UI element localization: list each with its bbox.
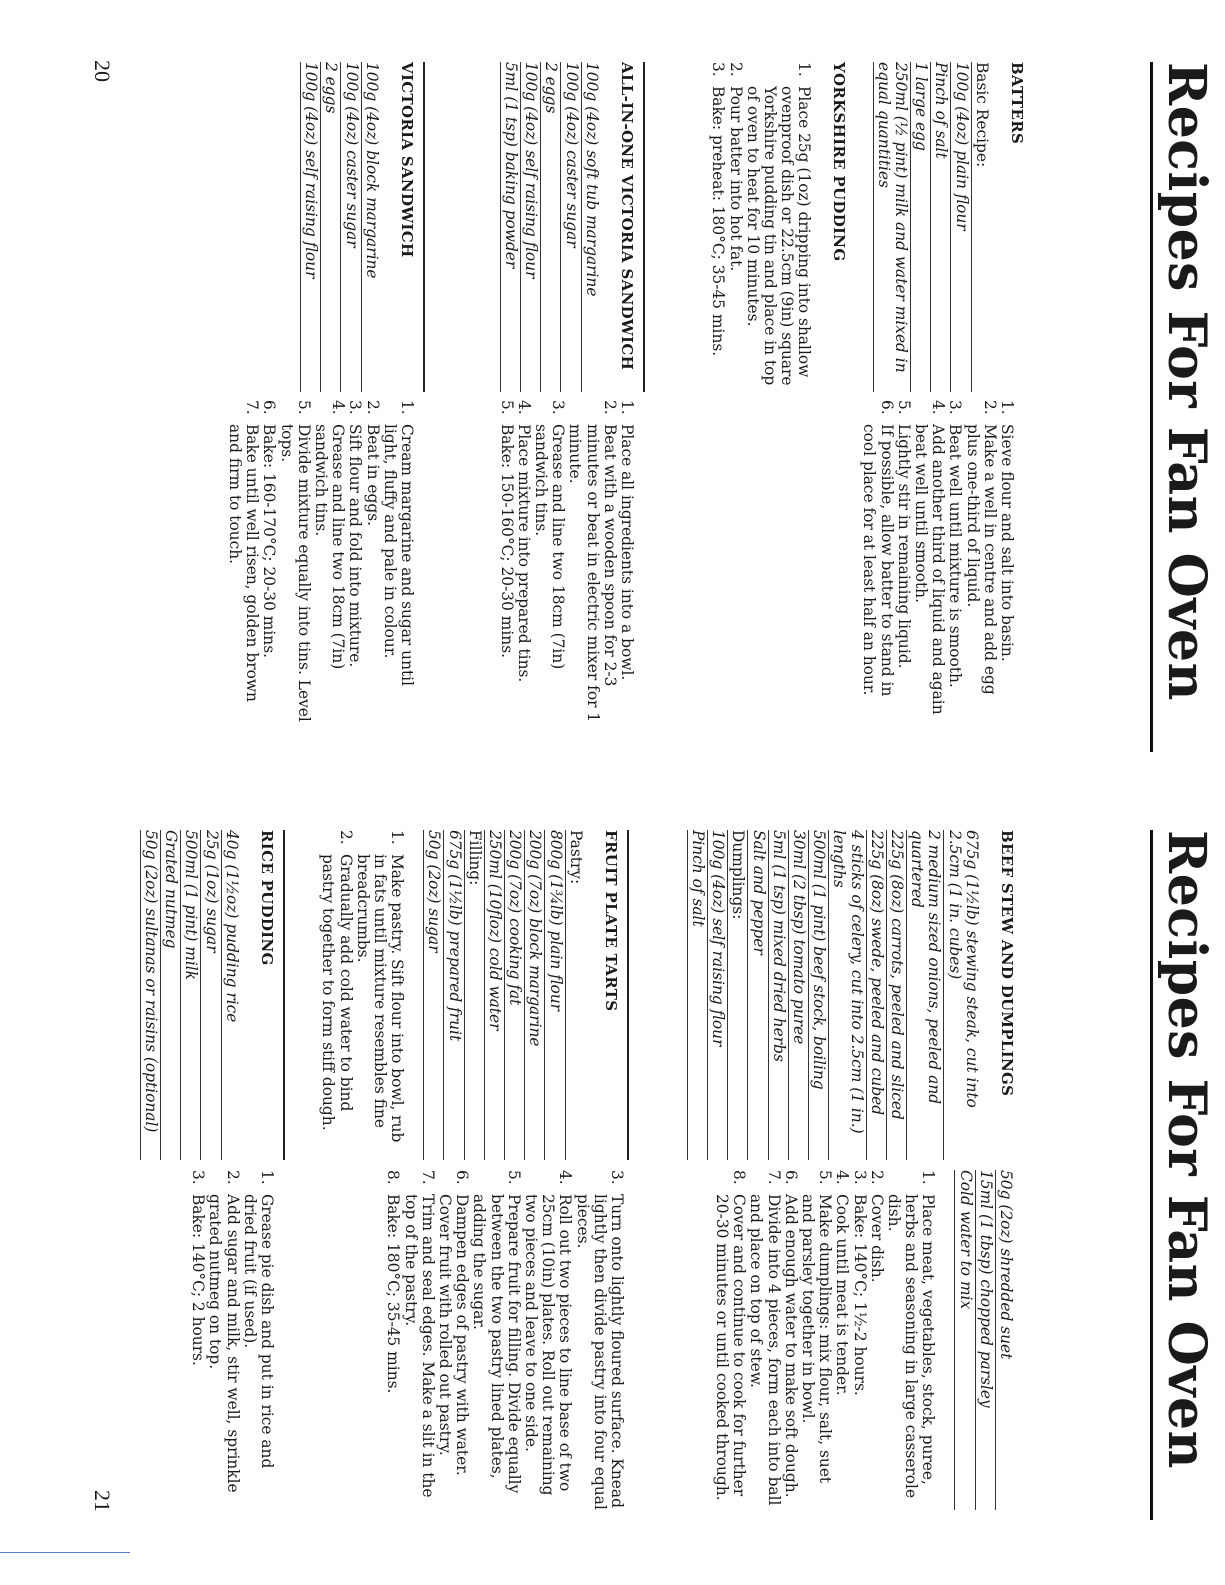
step: 3. Beat well until mixture is smooth. xyxy=(946,400,965,688)
step: 5. Divide mixture equally into tins. Level tops. xyxy=(277,400,313,722)
batters-steps xyxy=(860,400,1015,730)
step: 3. Sift flour and fold into mixture. xyxy=(346,400,365,668)
step: 4. Place mixture into prepared tins. xyxy=(514,400,533,683)
step: 2. Gradually add cold water to bind pastry together to form stiff dough. xyxy=(319,830,355,1131)
step: 1. Make pastry. Sift flour into bowl, rub in fats until mixture resembles fine breadcrumbs. xyxy=(353,830,407,1143)
step: 1. Cream margarine and sugar until light, fluffy and pale in colour. xyxy=(380,400,416,687)
step: 6. If possible, allow batter to stand in cool place for at least half an hour. xyxy=(860,400,896,697)
ingredient: 50g (2oz) sugar xyxy=(423,830,443,1160)
step: 4. Grease and line two 18cm (7in) sandwich tins. xyxy=(311,400,348,670)
batters-heading: BATTERS xyxy=(1008,62,1026,145)
ingredient: 5ml (1 tsp) mixed dried herbs xyxy=(768,830,788,1160)
victoria-section xyxy=(282,62,425,392)
ingredient: 100g (4oz) plain flour xyxy=(950,62,970,392)
all-in-one-steps xyxy=(497,400,635,730)
scan-artifact-line xyxy=(0,1552,130,1553)
ingredient: 100g (4oz) self raising flour xyxy=(707,830,727,1160)
step: 2. Add sugar and milk, stir well, sprinkle grated nutmeg on top. xyxy=(206,1170,242,1493)
step: 1. Grease pie dish and put in rice and dried fruit (if used). xyxy=(240,1170,276,1469)
ingredient: 100g (4oz) caster sugar xyxy=(340,62,360,392)
beef-section xyxy=(669,830,1015,1160)
ingredient: 30ml (2 tbsp) tomato puree xyxy=(788,830,808,1160)
section-divider xyxy=(643,62,645,392)
rice-section xyxy=(122,830,285,1160)
step: 6. Add enough water to make soft dough. xyxy=(781,1170,800,1498)
ingredient: 200g (7oz) cooking fat xyxy=(504,830,524,1160)
ingredient: 1 large egg xyxy=(910,62,930,392)
step: 5. Lightly stir in remaining liquid. xyxy=(894,400,913,669)
ingredient: 25g (1oz) sugar xyxy=(200,830,220,1160)
step: 3. Bake: 140°C; 2 hours. xyxy=(189,1170,208,1366)
ingredient: Salt and pepper xyxy=(747,830,767,1160)
ingredient: Pinch of salt xyxy=(687,830,707,1160)
rice-steps xyxy=(189,1170,275,1510)
beef-ingredients xyxy=(687,830,981,1160)
step: 5. Make dumplings: mix flour, salt, suet and parsley together in bowl. xyxy=(798,1170,835,1484)
fruit-steps-a xyxy=(319,830,405,1160)
rice-heading: RICE PUDDING xyxy=(258,830,276,966)
ingredient: Dumplings: xyxy=(727,830,747,1160)
step: 3. Bake: preheat: 180°C; 35-45 mins. xyxy=(709,62,728,357)
victoria-ingredients xyxy=(300,62,381,392)
ingredient: Filling: xyxy=(464,830,484,1160)
ingredient: 100g (4oz) soft tub margarine xyxy=(581,62,601,392)
step: 2. Cover dish. xyxy=(867,1170,886,1283)
fruit-ingredients xyxy=(423,830,585,1160)
page-number-right: 21 xyxy=(90,1490,115,1512)
ingredient: Grated nutmeg xyxy=(160,830,180,1160)
fruit-method xyxy=(364,1170,625,1510)
step: 2. Pour batter into hot fat. xyxy=(726,62,745,272)
ingredient: 225g (8oz) carrots, peeled and sliced xyxy=(886,830,906,1160)
step: 5. Bake: 150-160°C; 20-30 mins. xyxy=(497,400,516,658)
batters-ingredients xyxy=(873,62,991,392)
all-in-one-method xyxy=(477,400,635,730)
step: 7. Trim and seal edges. Make a slit in the top of the pastry. xyxy=(401,1170,437,1498)
title-rule-left xyxy=(1150,62,1153,752)
batters-method xyxy=(840,400,1015,730)
step: 7. Bake until well risen, golden brown and firm to touch. xyxy=(225,400,262,702)
ingredient: 800g (1¾lb) plain flour xyxy=(544,830,564,1160)
step: 2. Beat in eggs. xyxy=(363,400,382,527)
fruit-heading: FRUIT PLATE TARTS xyxy=(602,830,620,1012)
step: 1. Place meat, vegetables, stock, puree, herbs and seasoning in large casserole dish. xyxy=(884,1170,938,1499)
ingredient: 15ml (1 tbsp) chopped parsley xyxy=(975,1170,995,1510)
ingredient: Pinch of salt xyxy=(930,62,950,392)
ingredient: 500ml (1 pint) beef stock, boiling xyxy=(808,830,828,1160)
step: 6. Bake: 160-170°C; 20-30 mins. xyxy=(260,400,279,658)
step: 8. Cover and continue to cook for further 20-30 minutes or until cooked through. xyxy=(712,1170,749,1501)
ingredient: Cold water to mix xyxy=(954,1170,974,1510)
ingredient: 2 medium sized onions, peeled and quartered xyxy=(906,830,943,1160)
ingredient: 200g (7oz) block margarine xyxy=(524,830,544,1160)
ingredient: 2 eggs xyxy=(320,62,340,392)
step: 8. Bake: 180°C; 35-45 mins. xyxy=(384,1170,403,1394)
beef-heading: BEEF STEW AND DUMPLINGS xyxy=(998,830,1016,1097)
step: 4. Add another third of liquid and again beat well until smooth. xyxy=(911,400,948,715)
yorkshire-steps xyxy=(709,62,812,392)
ingredient: 250ml (10floz) cold water xyxy=(484,830,504,1160)
ingredient: 100g (4oz) self raising flour xyxy=(520,62,540,392)
rice-ingredients xyxy=(140,830,241,1160)
ingredient: 100g (4oz) self raising flour xyxy=(300,62,320,392)
ingredient: 40g (1½oz) pudding rice xyxy=(221,830,241,1160)
victoria-heading: VICTORIA SANDWICH xyxy=(398,62,416,258)
rice-method xyxy=(169,1170,275,1510)
all-in-one-heading: ALL-IN-ONE VICTORIA SANDWICH xyxy=(618,62,636,371)
ingredient: 225g (8oz) swede, peeled and cubed xyxy=(866,830,886,1160)
step: 2. Beat with a wooden spoon for 2-3 minutes or beat in electric mixer for 1 minute. xyxy=(566,400,619,723)
ingredient: 675g (1½lb) prepared fruit xyxy=(443,830,463,1160)
ingredient: 100g (4oz) block margarine xyxy=(361,62,381,392)
ingredient: 5ml (1 tsp) baking powder xyxy=(500,62,520,392)
step: 1. Place all ingredients into a bowl. xyxy=(618,400,636,681)
ingredient: 50g (2oz) sultanas or raisins (optional) xyxy=(140,830,160,1160)
ingredient: Pastry: xyxy=(565,830,585,1160)
step: 1. Sieve flour and salt into basin. xyxy=(998,400,1016,662)
fruit-steps-b xyxy=(384,1170,625,1510)
step: 2. Make a well in centre and add egg plus one-third of liquid. xyxy=(963,400,999,695)
victoria-steps xyxy=(226,400,415,730)
section-divider xyxy=(627,830,629,1160)
ingredient: 2 eggs xyxy=(540,62,560,392)
title-rule-right xyxy=(1150,830,1153,1520)
all-in-one-section xyxy=(482,62,645,392)
batters-section xyxy=(689,62,1025,392)
step: 6. Dampen edges of pastry with water. Cover fruit with rolled out pastry. xyxy=(435,1170,472,1476)
step: 5. Prepare fruit for filling. Divide equally between the two pastry lined plates, adding the sugar. xyxy=(470,1170,523,1494)
beef-ingredients-continued xyxy=(954,1170,1015,1510)
victoria-method xyxy=(206,400,415,730)
page-title-left: Recipes For Fan Oven xyxy=(1156,62,1217,701)
beef-steps xyxy=(713,1170,937,1510)
step: 3. Grease and line two 18cm (7in) sandwich tins. xyxy=(531,400,568,670)
fruit-section xyxy=(299,830,629,1160)
yorkshire-heading: YORKSHIRE PUDDING xyxy=(829,62,848,262)
all-in-one-ingredients xyxy=(500,62,601,392)
ingredient: 4 sticks of celery, cut into 2.5cm (1 in.) lengths xyxy=(828,830,865,1160)
page-title-right: Recipes For Fan Oven xyxy=(1156,830,1217,1469)
section-divider xyxy=(283,830,285,1160)
ingredient: 500ml (1 pint) milk xyxy=(180,830,200,1160)
ingredient: 250ml (½ pint) milk and water mixed in equal quantities xyxy=(873,62,910,392)
page-number-left: 20 xyxy=(90,60,115,82)
step: 1. Place 25g (1oz) dripping into shallow ovenproof dish or 22.5cm (9in) square Yorkshire pudding tin and place in top of oven to heat for 10 minutes. xyxy=(743,62,814,386)
section-divider xyxy=(423,62,425,392)
step: 3. Turn onto lightly floured surface. Knead lightly then divide pastry into four equal pieces. xyxy=(573,1170,626,1510)
step: 4. Roll out two pieces to line base of two 25cm (10in) plates. Roll out remaining two pieces and leave to one side. xyxy=(521,1170,575,1496)
ingredient: Basic Recipe: xyxy=(971,62,991,392)
ingredient: 50g (2oz) shredded suet xyxy=(995,1170,1015,1510)
ingredient: 100g (4oz) caster sugar xyxy=(560,62,580,392)
step: 4. Cook until meat is tender. xyxy=(833,1170,852,1396)
step: 7. Divide into 4 pieces, form each into ball and place on top of stew. xyxy=(747,1170,783,1506)
step: 3. Bake: 140°C; 1½-2 hours. xyxy=(850,1170,869,1396)
ingredient: 675g (1½lb) stewing steak, cut into 2.5cm (1 in. cubes) xyxy=(943,830,980,1160)
beef-method xyxy=(693,1170,1015,1510)
